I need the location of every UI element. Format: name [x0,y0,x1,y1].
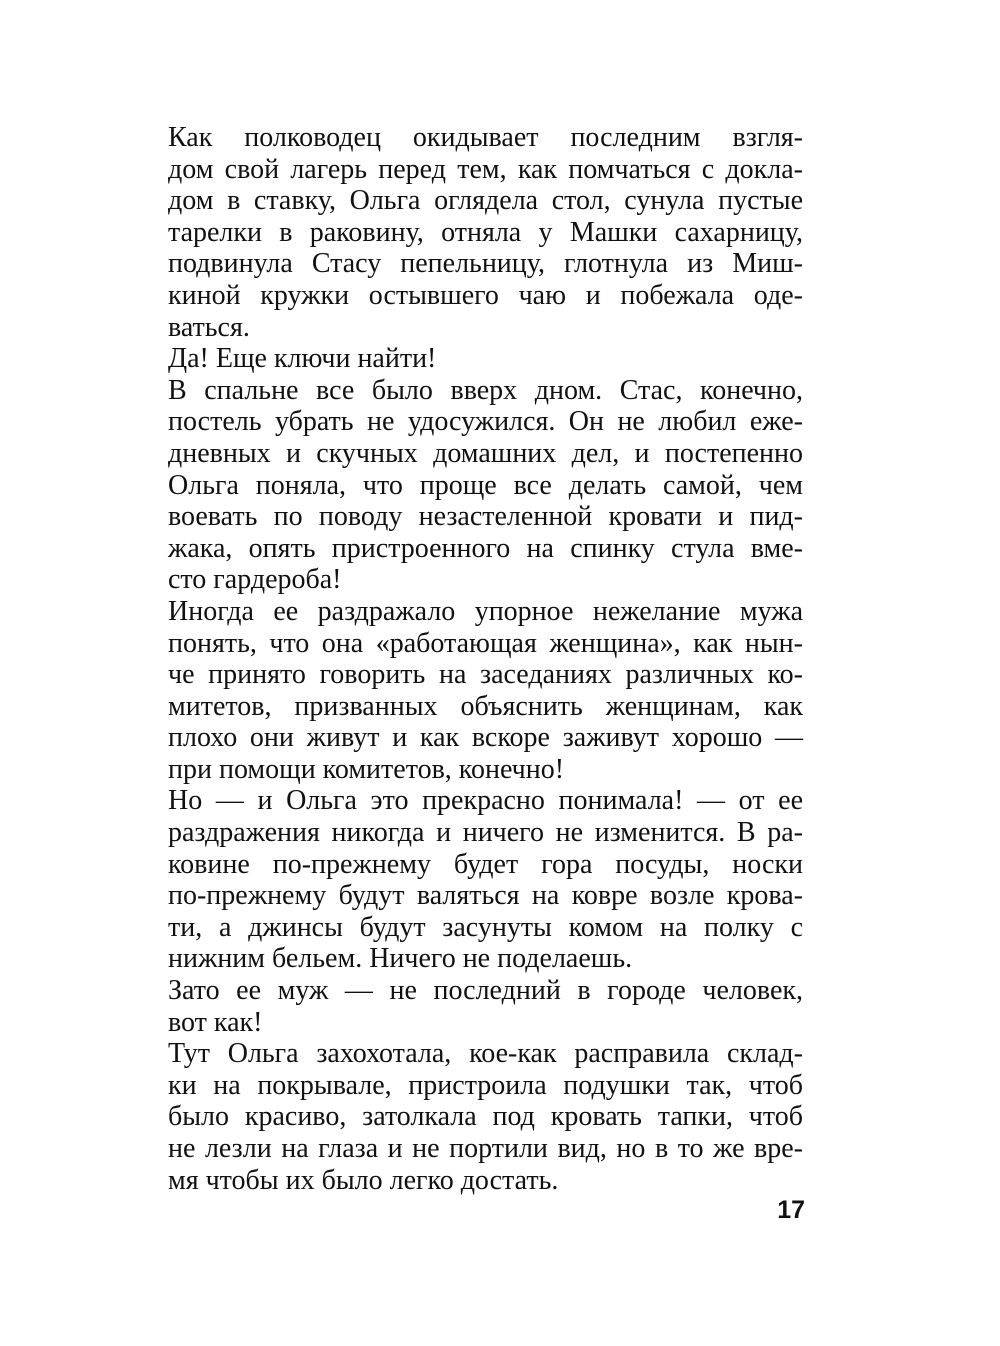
text-line: Но — и Ольга это прекрасно понимала! — от ее [168,785,803,817]
text-line: киной кружки остывшего чаю и побежала оде- [168,279,803,311]
text-line: ки на покрывале, пристроила подушки так, чтоб [168,1069,803,1101]
text-line: Зато ее муж — не последний в городе человек, [168,975,803,1007]
text-line: раздражения никогда и ничего не изменится. В ра- [168,817,803,849]
page-number: 17 [777,1196,805,1224]
text-line: воевать по поводу незастеленной кровати и пид- [168,501,803,533]
paragraph [168,785,803,975]
text-line: при помощи комитетов, конечно! [168,753,565,785]
text-line: дневных и скучных домашних дел, и постепенно [168,437,803,469]
text-line: ваться. [168,311,250,343]
text-line: Да! Еще ключи найти! [168,343,437,375]
text-line: не лезли на глаза и не портили вид, но в то же вре- [168,1133,803,1164]
text-line: Как полководец окидывает последним взгля- [168,122,803,153]
paragraph [168,375,803,596]
text-line: постель убрать не удосужился. Он не любил еже- [168,406,803,438]
paragraph [168,596,803,786]
text-line: дом в ставку, Ольга оглядела стол, сунула пустые [168,185,803,217]
text-line: ти, а джинсы будут засунуты комом на полку с [168,911,803,943]
text-line: подвинула Стасу пепельницу, глотнула из Миш- [168,248,803,280]
paragraph [168,122,803,343]
text-line: понять, что она «работающая женщина», как нын- [168,627,803,659]
text-line: тарелки в раковину, отняла у Машки сахарницу, [168,216,803,248]
text-line: вот как! [168,1006,263,1038]
text-line: нижним бельем. Ничего не поделаешь. [168,943,633,975]
text-line: че принято говорить на заседаниях различных ко- [168,659,803,691]
paragraph [168,975,803,1038]
text-line: В спальне все было вверх дном. Стас, конечно, [168,374,803,406]
text-line: было красиво, затолкала под кровать тапки, чтоб [168,1101,803,1133]
text-line: Ольга поняла, что проще все делать самой, чем [168,469,803,501]
paragraph [168,343,803,375]
text-line: по-прежнему будут валяться на ковре возле крова- [168,880,803,912]
text-line: Тут Ольга захохотала, кое-как расправила склад- [168,1038,803,1070]
text-line: ковине по-прежнему будет гора посуды, носки [168,848,803,880]
text-line: плохо они живут и как вскоре заживут хорошо — [168,722,803,754]
text-line: Иногда ее раздражало упорное нежелание мужа [168,595,803,627]
text-line: мя чтобы их было легко достать. [168,1164,559,1196]
text-line: дом свой лагерь перед тем, как помчаться с докла- [168,153,803,185]
text-line: сто гардероба! [168,564,342,596]
text-line: жака, опять пристроенного на спинку стула вме- [168,532,803,564]
paragraph [168,1038,803,1196]
page-body [168,122,803,1196]
text-line: митетов, призванных объяснить женщинам, как [168,690,803,722]
